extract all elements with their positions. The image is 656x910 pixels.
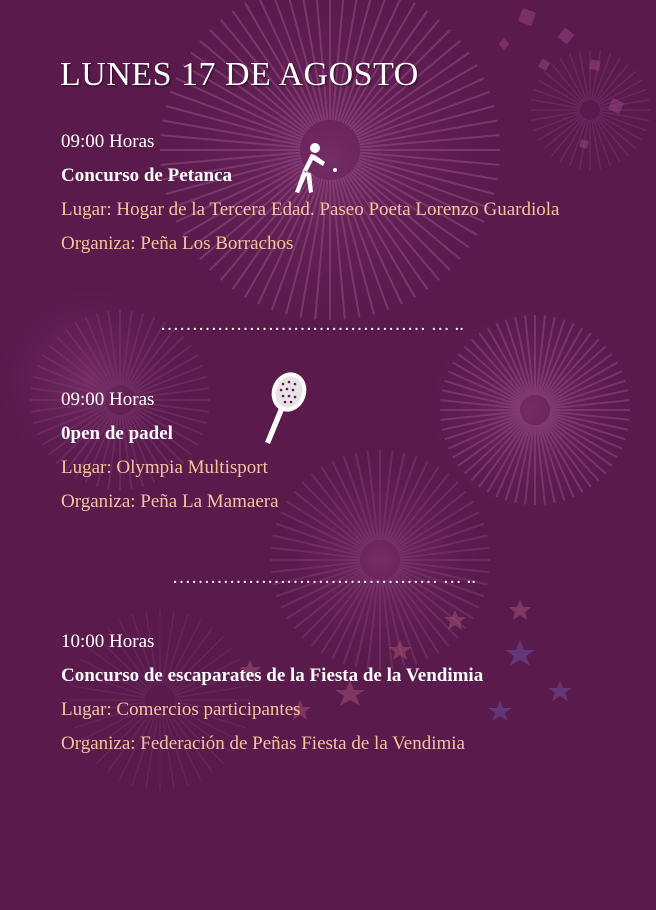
event-time: 09:00 Horas	[61, 131, 155, 152]
event-time: 10:00 Horas	[61, 631, 155, 652]
event-padel	[61, 383, 621, 519]
separator-dots: …………………………………… … ..	[172, 567, 476, 588]
padel-racket-icon	[253, 370, 313, 448]
event-organizer: Organiza: Peña La Mamaera	[61, 491, 279, 512]
event-place: Lugar: Hogar de la Tercera Edad. Paseo Poeta Lorenzo Guardiola	[61, 199, 560, 220]
event-place: Lugar: Olympia Multisport	[61, 457, 268, 478]
event-escaparates	[61, 625, 621, 761]
event-organizer: Organiza: Peña Los Borrachos	[61, 233, 294, 254]
event-place: Lugar: Comercios participantes	[61, 699, 301, 720]
event-name: Concurso de escaparates de la Fiesta de la Vendimia	[61, 665, 484, 686]
event-name: Concurso de Petanca	[61, 165, 232, 186]
event-time: 09:00 Horas	[61, 389, 155, 410]
event-name: 0pen de padel	[61, 423, 173, 444]
petanque-player-icon	[285, 140, 341, 196]
page-title: LUNES 17 DE AGOSTO	[60, 56, 419, 93]
event-organizer: Organiza: Federación de Peñas Fiesta de la Vendimia	[61, 733, 465, 754]
separator-dots: …………………………………… … ..	[160, 314, 464, 335]
event-petanca	[61, 125, 621, 261]
